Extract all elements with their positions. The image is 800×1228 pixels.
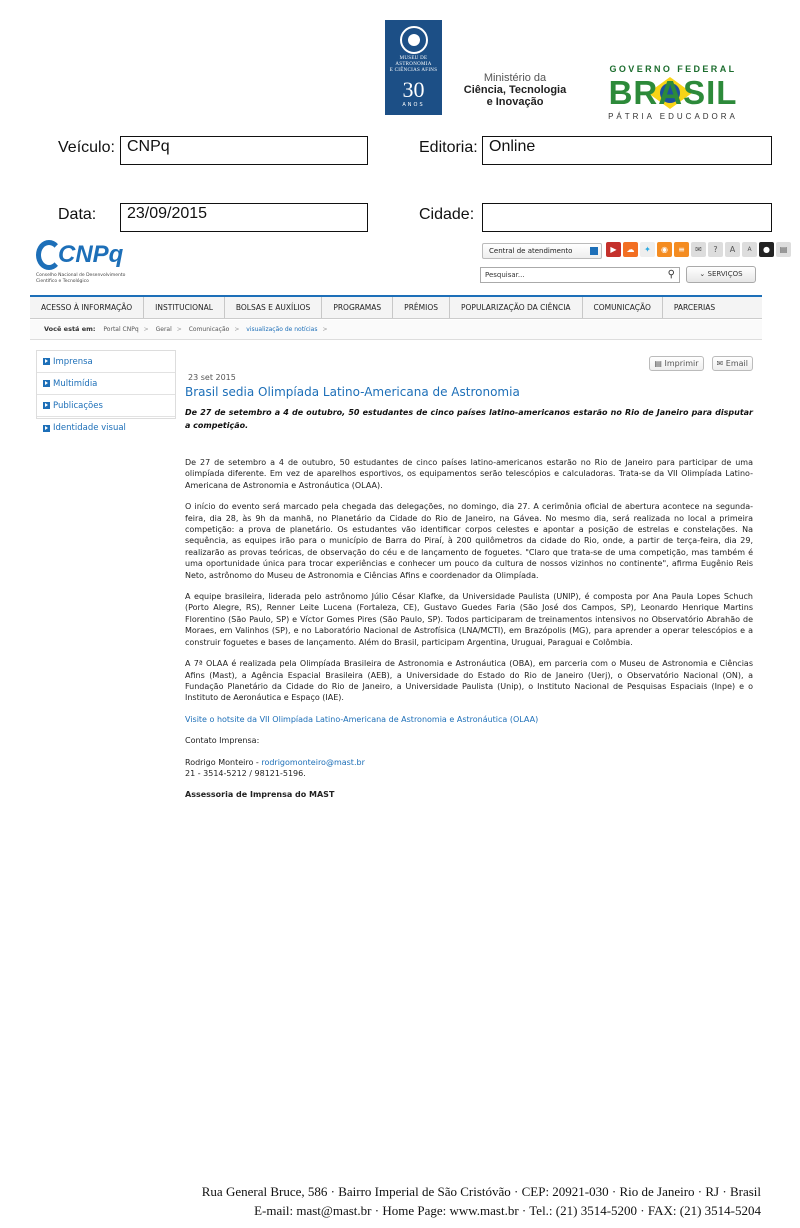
government-top: GOVERNO FEDERAL <box>609 64 737 74</box>
article-paragraph-1: De 27 de setembro a 4 de outubro, 50 estudantes de cinco países latino-americanos estarão no Rio de Janeiro para participar de uma olimpíada diferente. Em vez de aparelhos esportivos, os equipamentos serão telescópios e calculadoras. Trata-se da VII Olimpíada Latino-Americana de Astronomia e Astronáutica (OLAA). <box>185 458 753 490</box>
twitter-icon[interactable]: ✦ <box>640 242 655 257</box>
contact-label: Contato Imprensa: <box>185 736 260 746</box>
ministry-line3: e Inovação <box>486 96 544 108</box>
font-decrease-icon[interactable]: A <box>742 242 757 257</box>
government-logo <box>592 64 754 120</box>
article-paragraph-4: A 7ª OLAA é realizada pela Olimpíada Brasileira de Astronomia e Astronáutica (OBA), em parceria com o Museu de Astronomia e Ciências Afins (Mast), a Agência Espacial Brasileira (AEB), a Universidade do Estado do Rio de Janeiro (Uerj), o Observatório Nacional (ON), a Fundação Planetário da Cidade do Rio de Janeiro, a Universidade Paulista (Unip), o Instituto Nacional de Pesquisas Espaciais (Inpe) e o Instituto de Aeronáutica e Espaço (IAE). <box>185 659 753 703</box>
sidebar <box>36 350 176 433</box>
services-button[interactable] <box>686 266 756 283</box>
menu-item-institucional[interactable]: INSTITUCIONAL <box>144 297 225 318</box>
breadcrumb-item-portal[interactable]: Portal CNPq <box>103 326 139 333</box>
font-increase-icon[interactable]: A <box>725 242 740 257</box>
cnpq-logo-text: CNPq <box>58 241 124 268</box>
cnpq-page-capture <box>30 233 788 871</box>
search-input[interactable] <box>480 267 680 283</box>
article-signature: Assessoria de Imprensa do MAST <box>185 790 335 800</box>
email-icon: ✉ <box>716 359 726 368</box>
contact-name: Rodrigo Monteiro - <box>185 757 262 767</box>
article-paragraph-2: O início do evento será marcado pela chegada das delegações, no domingo, dia 27. A cerimônia oficial de abertura acontece na segunda-feira, dia 28, às 9h da manhã, no Planetário da Cidade do Rio de Janeiro, na Gávea. No mesmo dia, será realizada no local a primeira competição: a prova de planetário. Os estudantes vão identificar corpos celestes e apontar a posição de estrelas e constelações. Na sequência, as equipes irão para o município de Barra do Piraí, à 200 quilômetros da cidade do Rio, onde, a partir de terça-feira, dia 29, realizarão as provas teóricas, de observação do céu e de lançamento de foguetes. "Claro que trata-se de uma competição, mas também é uma oportunidade única para trocar experiências e conhecer um pouco da cultura de nossos vizinhos no continente", afirma Eugênio Reis Neto, astrônomo do Museu de Astronomia e Ciências Afins e coordenador da Olimpíada. <box>185 502 753 580</box>
search-icon[interactable]: ⚲ <box>667 269 675 280</box>
government-bottom: PÁTRIA EDUCADORA <box>608 112 738 121</box>
veiculo-field[interactable]: CNPq <box>120 136 368 165</box>
article-lead: De 27 de setembro a 4 de outubro, 50 estudantes de cinco países latino-americanos estarão no Rio de Janeiro para disputar a competição. <box>185 408 753 430</box>
mast-logo-line1: MUSEU DE <box>399 56 428 61</box>
menu-item-premios[interactable]: PRÊMIOS <box>393 297 450 318</box>
sidebar-item-label: Multimídia <box>53 378 98 389</box>
editoria-field[interactable]: Online <box>482 136 772 165</box>
ministry-line2: Ciência, Tecnologia <box>463 84 567 96</box>
planet-icon <box>400 26 428 54</box>
article-tools <box>649 356 753 371</box>
menu-item-popularizacao[interactable]: POPULARIZAÇÃO DA CIÊNCIA <box>450 297 583 318</box>
help-icon[interactable]: ? <box>708 242 723 257</box>
article-date: 23 set 2015 <box>188 373 236 382</box>
government-word: BRASIL <box>608 74 738 111</box>
sidebar-item-multimidia[interactable] <box>37 373 175 395</box>
menu-item-comunicacao[interactable]: COMUNICAÇÃO <box>583 297 663 318</box>
menu-item-programas[interactable]: PROGRAMAS <box>322 297 393 318</box>
arrow-bullet-icon <box>43 402 50 409</box>
rss-icon[interactable]: ◉ <box>657 242 672 257</box>
breadcrumb: Você está em: Portal CNPq > Geral > Comunicação > visualização de notícias > <box>30 320 762 340</box>
cidade-label: Cidade: <box>419 206 475 223</box>
sidebar-item-publicacoes[interactable] <box>37 395 175 417</box>
cnpq-logo-subtitle: Conselho Nacional de Desenvolvimento Científico e Tecnológico <box>36 273 126 284</box>
contrast-icon[interactable]: ● <box>759 242 774 257</box>
mast-logo <box>385 20 442 115</box>
feed-icon[interactable]: ≡ <box>674 242 689 257</box>
soundcloud-icon[interactable]: ☁ <box>623 242 638 257</box>
service-center-button[interactable] <box>482 243 602 259</box>
footer-address: Rua General Bruce, 586 · Bairro Imperial de São Cristóvão · CEP: 20921-030 · Rio de Janeiro · RJ · Brasil <box>201 1184 761 1199</box>
article-body <box>185 457 753 811</box>
article-title: Brasil sedia Olimpíada Latino-Americana de Astronomia <box>185 385 520 399</box>
breadcrumb-item-comunicacao[interactable]: Comunicação <box>188 326 230 333</box>
mast-logo-line2: ASTRONOMIA <box>395 62 432 67</box>
print-icon[interactable]: ▤ <box>776 242 791 257</box>
email-label: Email <box>725 359 748 368</box>
social-icons <box>606 242 791 260</box>
menu-item-bolsas[interactable]: BOLSAS E AUXÍLIOS <box>225 297 322 318</box>
sidebar-item-label: Imprensa <box>53 356 93 367</box>
footer-contacts: E-mail: mast@mast.br · Home Page: www.mast.br · Tel.: (21) 3514-5200 · FAX: (21) 3514-5204 <box>254 1203 761 1218</box>
arrow-bullet-icon <box>43 380 50 387</box>
mast-logo-suffix: ANOS <box>402 102 425 108</box>
sidebar-item-label: Publicações <box>53 400 103 411</box>
search-placeholder: Pesquisar... <box>485 271 525 279</box>
hotsite-link[interactable]: Visite o hotsite da VII Olimpíada Latino-Americana de Astronomia e Astronáutica (OLAA) <box>185 714 539 724</box>
contact-line <box>185 757 753 768</box>
breadcrumb-item-geral[interactable]: Geral <box>155 326 172 333</box>
mast-logo-number: 30 <box>402 77 425 102</box>
data-label: Data: <box>58 206 97 223</box>
cidade-field[interactable] <box>482 203 772 232</box>
data-field[interactable]: 23/09/2015 <box>120 203 368 232</box>
veiculo-label: Veículo: <box>58 139 115 156</box>
chat-icon[interactable]: ✉ <box>691 242 706 257</box>
main-menu <box>30 295 762 319</box>
print-button[interactable] <box>649 356 703 371</box>
breadcrumb-item-current: visualização de notícias <box>246 326 318 333</box>
arrow-bullet-icon <box>43 425 50 432</box>
ministry-logo <box>453 72 577 108</box>
contact-email-link[interactable]: rodrigomonteiro@mast.br <box>261 757 365 767</box>
youtube-icon[interactable]: ▶ <box>606 242 621 257</box>
services-label: SERVIÇOS <box>707 270 743 278</box>
menu-item-acesso[interactable]: ACESSO À INFORMAÇÃO <box>30 297 144 318</box>
sidebar-item-imprensa[interactable] <box>37 351 175 373</box>
address-footer <box>202 1182 761 1220</box>
service-center-label: Central de atendimento <box>489 247 573 255</box>
contact-phone: 21 - 3514-5212 / 98121-5196. <box>185 768 306 778</box>
arrow-bullet-icon <box>43 358 50 365</box>
editoria-label: Editoria: <box>419 139 478 156</box>
mast-logo-line3: E CIÊNCIAS AFINS <box>389 68 438 73</box>
printer-icon: ▤ <box>654 359 665 368</box>
chevron-down-icon: ⌄ <box>699 270 708 278</box>
email-button[interactable] <box>712 356 753 371</box>
article-paragraph-3: A equipe brasileira, liderada pelo astrônomo Júlio César Klafke, da Universidade Paulista (UNIP), é composta por Ana Paula Lopes Schuch (Porto Alegre, RS), Renner Leite Lucena (Fortaleza, CE), Gustavo Guedes Faria (São José dos Campos, SP), Leonardo Henrique Martins Florentino (São Paulo, SP) e Víctor Gomes Pires (São Paulo, SP). Todos participaram de treinamentos intensivos no Observatório Abrahão de Moraes, em Valinhos (SP), e no Laboratório Nacional de Astrofísica (LNA/MCTI), em Brazópolis (MG), para aprender a operar telescópios e a construir foguetes e bases de lançamento. Além do Brasil, participam Argentina, Uruguai, Paraguai e Colômbia. <box>185 592 753 647</box>
sidebar-item-identidade[interactable] <box>37 417 175 439</box>
service-center-icon <box>590 247 598 255</box>
sidebar-item-label: Identidade visual <box>53 423 126 433</box>
breadcrumb-label: Você está em: <box>44 325 96 333</box>
cnpq-logo[interactable] <box>36 240 146 288</box>
menu-item-parcerias[interactable]: PARCERIAS <box>673 303 716 312</box>
site-header <box>30 233 788 295</box>
print-label: Imprimir <box>664 359 699 368</box>
ministry-line1: Ministério da <box>483 72 547 84</box>
